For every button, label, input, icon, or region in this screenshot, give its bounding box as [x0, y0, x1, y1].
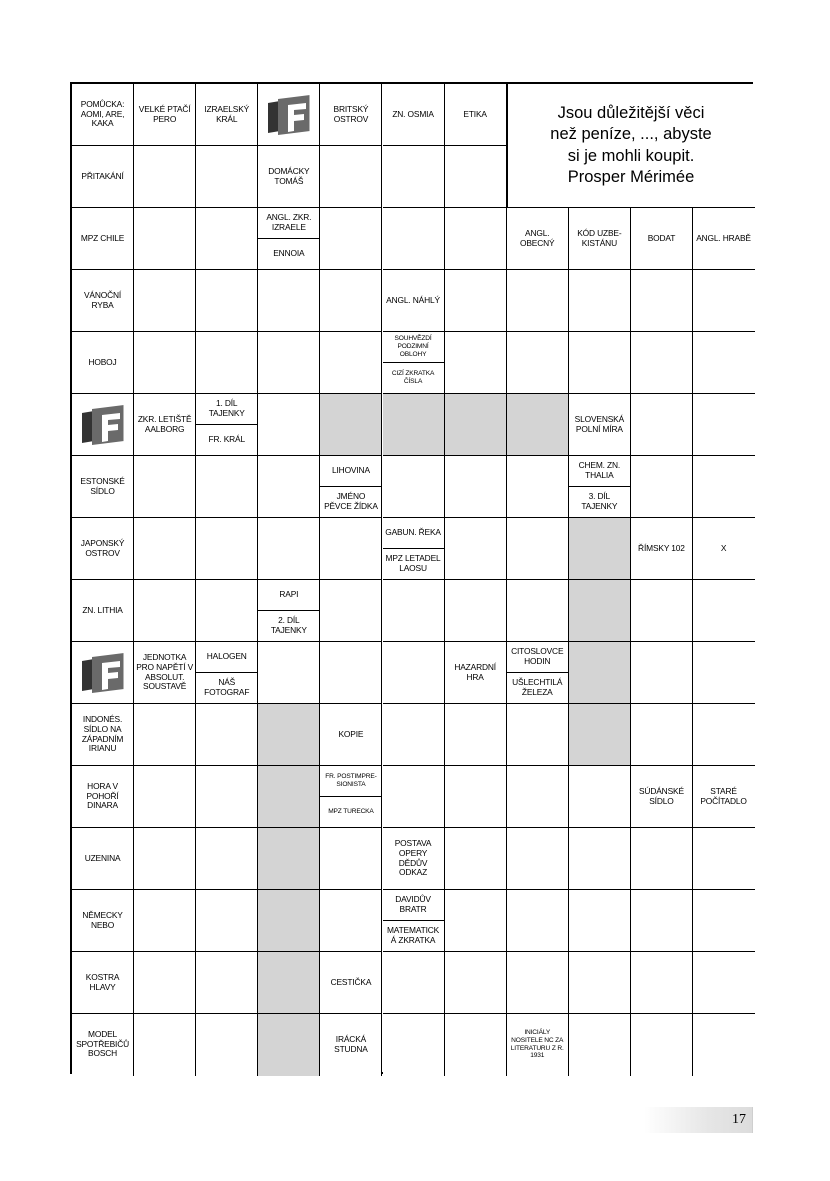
clue-cell: ANGL. HRABĚ: [693, 208, 754, 269]
answer-cell[interactable]: [693, 828, 755, 890]
answer-cell[interactable]: [693, 890, 755, 952]
shaded-answer-cell[interactable]: [569, 642, 631, 704]
answer-cell[interactable]: [320, 642, 382, 704]
answer-cell[interactable]: [507, 766, 569, 828]
clue-cell: INICIÁLY NOSITELE NC ZA LITERATURU Z R. 1931: [507, 1014, 568, 1075]
answer-cell[interactable]: [196, 146, 258, 208]
publisher-logo-icon: [72, 642, 133, 703]
clue-cell: ETIKA: [445, 84, 506, 145]
answer-cell[interactable]: [383, 456, 445, 518]
answer-cell[interactable]: [445, 208, 507, 270]
answer-cell[interactable]: [196, 580, 258, 642]
answer-cell[interactable]: [445, 270, 507, 332]
clue-cell: KÓD UZBE-KISTÁNU: [569, 208, 630, 269]
answer-cell[interactable]: [196, 704, 258, 766]
answer-cell[interactable]: [134, 1014, 196, 1076]
shaded-answer-cell[interactable]: [569, 704, 631, 766]
shaded-answer-cell[interactable]: [258, 1014, 320, 1076]
answer-cell[interactable]: [569, 766, 631, 828]
answer-cell[interactable]: [134, 766, 196, 828]
clue-cell: MPZ CHILE: [72, 208, 133, 269]
answer-cell[interactable]: [134, 890, 196, 952]
page-number: 17: [732, 1112, 746, 1127]
answer-cell[interactable]: [134, 270, 196, 332]
publisher-logo-icon: [72, 394, 133, 455]
shaded-answer-cell[interactable]: [507, 394, 569, 456]
clue-cell: 2. DÍL TAJENKY: [258, 611, 319, 642]
answer-cell[interactable]: [258, 642, 320, 704]
publisher-logo-icon: [258, 84, 319, 145]
answer-cell[interactable]: [693, 1014, 755, 1076]
clue-cell: ZN. LITHIA: [72, 580, 133, 641]
shaded-answer-cell[interactable]: [320, 394, 382, 456]
shaded-answer-cell[interactable]: [569, 518, 631, 580]
answer-cell[interactable]: [631, 332, 693, 394]
clue-cell: MODEL SPOTŘEBIČŮ BOSCH: [72, 1014, 133, 1075]
answer-cell[interactable]: [320, 208, 382, 270]
answer-cell[interactable]: [196, 208, 258, 270]
clue-cell: ZKR. LETIŠTĚ AALBORG: [134, 394, 195, 455]
answer-cell[interactable]: [320, 580, 382, 642]
answer-cell[interactable]: [258, 456, 320, 518]
answer-cell[interactable]: [196, 890, 258, 952]
answer-cell[interactable]: [320, 890, 382, 952]
answer-cell[interactable]: [196, 952, 258, 1014]
clue-cell: DAVIDŮV BRATR: [383, 890, 444, 921]
clue-cell: KOPIE: [320, 704, 381, 765]
shaded-answer-cell[interactable]: [383, 394, 445, 456]
answer-cell[interactable]: [693, 580, 755, 642]
answer-cell[interactable]: [507, 580, 569, 642]
answer-cell[interactable]: [258, 394, 320, 456]
answer-cell[interactable]: [445, 890, 507, 952]
answer-cell[interactable]: [320, 146, 382, 208]
clue-cell: SÚDÁNSKÉ SÍDLO: [631, 766, 692, 827]
answer-cell[interactable]: [693, 270, 755, 332]
clue-cell: MATEMATICKÁ ZKRATKA: [383, 921, 444, 952]
clue-cell: JMÉNO PĚVCE ŽÍDKA: [320, 487, 381, 518]
clue-cell: BODAT: [631, 208, 692, 269]
answer-cell[interactable]: [258, 518, 320, 580]
clue-cell: ANGL. NÁHLÝ: [383, 270, 444, 331]
answer-cell[interactable]: [569, 332, 631, 394]
clue-cell: 3. DÍL TAJENKY: [569, 487, 630, 518]
answer-cell[interactable]: [383, 580, 445, 642]
shaded-answer-cell[interactable]: [258, 952, 320, 1014]
answer-cell[interactable]: [693, 642, 755, 704]
clue-cell: SLOVENSKÁ POLNÍ MÍRA: [569, 394, 630, 455]
answer-cell[interactable]: [134, 332, 196, 394]
answer-cell[interactable]: [134, 704, 196, 766]
answer-cell[interactable]: [320, 332, 382, 394]
clue-cell: DOMÁCKY TOMÁŠ: [258, 146, 319, 207]
answer-cell[interactable]: [445, 518, 507, 580]
clue-cell: NÁŠ FOTOGRAF: [196, 673, 257, 704]
answer-cell[interactable]: [196, 1014, 258, 1076]
clue-cell: POMŮCKA: AOMI, ARE, KAKA: [72, 84, 133, 145]
quote-line: než peníze, ..., abyste: [550, 125, 712, 144]
answer-cell[interactable]: [507, 270, 569, 332]
answer-cell[interactable]: [196, 332, 258, 394]
answer-cell[interactable]: [134, 518, 196, 580]
answer-cell[interactable]: [631, 580, 693, 642]
clue-cell: HORA V POHOŘÍ DINARA: [72, 766, 133, 827]
clue-cell: JEDNOTKA PRO NAPĚTÍ V ABSOLUT. SOUSTAVĚ: [134, 642, 195, 703]
clue-cell: HOBOJ: [72, 332, 133, 393]
answer-cell[interactable]: [134, 146, 196, 208]
answer-cell[interactable]: [383, 146, 445, 208]
clue-cell: UZENINA: [72, 828, 133, 889]
clue-cell: INDONÉS. SÍDLO NA ZÁPADNÍM IRIANU: [72, 704, 133, 765]
answer-cell[interactable]: [383, 1014, 445, 1076]
answer-cell[interactable]: [196, 270, 258, 332]
answer-cell[interactable]: [445, 766, 507, 828]
answer-cell[interactable]: [693, 394, 755, 456]
answer-cell[interactable]: [631, 952, 693, 1014]
shaded-answer-cell[interactable]: [569, 580, 631, 642]
answer-cell[interactable]: [569, 890, 631, 952]
clue-cell: HAZARDNÍ HRA: [445, 642, 506, 703]
answer-cell[interactable]: [507, 518, 569, 580]
clue-cell: UŠLECHTILÁ ŽELEZA: [507, 673, 568, 704]
clue-cell: VÁNOČNÍ RYBA: [72, 270, 133, 331]
clue-cell: ANGL. ZKR. IZRAELE: [258, 208, 319, 239]
answer-cell[interactable]: [320, 270, 382, 332]
answer-cell[interactable]: [631, 394, 693, 456]
answer-cell[interactable]: [693, 704, 755, 766]
answer-cell[interactable]: [383, 642, 445, 704]
clue-cell: CESTIČKA: [320, 952, 381, 1013]
shaded-answer-cell[interactable]: [258, 828, 320, 890]
answer-cell[interactable]: [445, 704, 507, 766]
answer-cell[interactable]: [631, 270, 693, 332]
answer-cell[interactable]: [507, 952, 569, 1014]
clue-cell: ŘÍMSKY 102: [631, 518, 692, 579]
answer-cell[interactable]: [445, 146, 507, 208]
answer-cell[interactable]: [631, 890, 693, 952]
clue-cell: IZRAELSKÝ KRÁL: [196, 84, 257, 145]
answer-cell[interactable]: [693, 952, 755, 1014]
answer-cell[interactable]: [631, 642, 693, 704]
answer-cell[interactable]: [569, 1014, 631, 1076]
clue-cell: BRITSKÝ OSTROV: [320, 84, 381, 145]
clue-cell: FR. KRÁL: [196, 425, 257, 456]
clue-cell: LIHOVINA: [320, 456, 381, 487]
clue-cell: MPZ LETADEL LAOSU: [383, 549, 444, 580]
answer-cell[interactable]: [693, 332, 755, 394]
clue-cell: ANGL. OBECNÝ: [507, 208, 568, 269]
clue-cell: CHEM. ZN. THALIA: [569, 456, 630, 487]
quote-box: [509, 84, 753, 207]
answer-cell[interactable]: [134, 208, 196, 270]
answer-cell[interactable]: [445, 332, 507, 394]
quote-line: Jsou důležitější věci: [557, 103, 705, 122]
answer-cell[interactable]: [569, 828, 631, 890]
answer-cell[interactable]: [507, 890, 569, 952]
answer-cell[interactable]: [320, 828, 382, 890]
clue-cell: VELKÉ PTAČÍ PERO: [134, 84, 195, 145]
answer-cell[interactable]: [383, 704, 445, 766]
clue-cell: SOUHVĚZDÍ PODZIMNÍ OBLOHY: [383, 332, 444, 363]
answer-cell[interactable]: [383, 208, 445, 270]
answer-cell[interactable]: [445, 456, 507, 518]
clue-cell: ESTONSKÉ SÍDLO: [72, 456, 133, 517]
page-number-tab: [644, 1107, 753, 1133]
answer-cell[interactable]: [258, 332, 320, 394]
answer-cell[interactable]: [569, 270, 631, 332]
answer-cell[interactable]: [134, 580, 196, 642]
shaded-answer-cell[interactable]: [258, 704, 320, 766]
answer-cell[interactable]: [320, 518, 382, 580]
answer-cell[interactable]: [507, 828, 569, 890]
clue-cell: FR. POSTIMPRE-SIONISTA: [320, 766, 381, 797]
answer-cell[interactable]: [258, 270, 320, 332]
answer-cell[interactable]: [383, 952, 445, 1014]
clue-cell: ZN. OSMIA: [383, 84, 444, 145]
clue-cell: MPZ TURECKA: [320, 797, 381, 828]
answer-cell[interactable]: [445, 952, 507, 1014]
quote-line: si je mohli koupit.: [567, 146, 695, 165]
answer-cell[interactable]: [134, 952, 196, 1014]
clue-cell: HALOGEN: [196, 642, 257, 673]
clue-cell: PŘITAKÁNÍ: [72, 146, 133, 207]
clue-cell: KOSTRA HLAVY: [72, 952, 133, 1013]
answer-cell[interactable]: [134, 828, 196, 890]
answer-cell[interactable]: [631, 828, 693, 890]
clue-cell: GABUN. ŘEKA: [383, 518, 444, 549]
clue-cell: ENNOIA: [258, 239, 319, 270]
clue-cell: X: [693, 518, 754, 579]
clue-cell: RAPI: [258, 580, 319, 611]
answer-cell[interactable]: [569, 952, 631, 1014]
clue-cell: NĚMECKY NEBO: [72, 890, 133, 951]
clue-cell: POSTAVA OPERY DĚDŮV ODKAZ: [383, 828, 444, 889]
quote-line: Prosper Mérimée: [567, 167, 695, 186]
answer-cell[interactable]: [507, 704, 569, 766]
clue-cell: JAPONSKÝ OSTROV: [72, 518, 133, 579]
answer-cell[interactable]: [631, 1014, 693, 1076]
clue-cell: CITOSLOVCE HODIN: [507, 642, 568, 673]
answer-cell[interactable]: [507, 332, 569, 394]
answer-cell[interactable]: [196, 766, 258, 828]
clue-cell: CIZÍ ZKRATKA ČÍSLA: [383, 363, 444, 394]
answer-cell[interactable]: [631, 704, 693, 766]
answer-cell[interactable]: [196, 828, 258, 890]
answer-cell[interactable]: [445, 1014, 507, 1076]
clue-cell: 1. DÍL TAJENKY: [196, 394, 257, 425]
answer-cell[interactable]: [445, 828, 507, 890]
answer-cell[interactable]: [693, 456, 755, 518]
answer-cell[interactable]: [383, 766, 445, 828]
shaded-answer-cell[interactable]: [258, 766, 320, 828]
crossword-grid: [70, 82, 753, 1074]
clue-cell: STARÉ POČÍTADLO: [693, 766, 754, 827]
answer-cell[interactable]: [196, 456, 258, 518]
answer-cell[interactable]: [196, 518, 258, 580]
answer-cell[interactable]: [134, 456, 196, 518]
answer-cell[interactable]: [445, 580, 507, 642]
answer-cell[interactable]: [631, 456, 693, 518]
shaded-answer-cell[interactable]: [445, 394, 507, 456]
shaded-answer-cell[interactable]: [258, 890, 320, 952]
answer-cell[interactable]: [507, 456, 569, 518]
clue-cell: IRÁCKÁ STUDNA: [320, 1014, 381, 1075]
